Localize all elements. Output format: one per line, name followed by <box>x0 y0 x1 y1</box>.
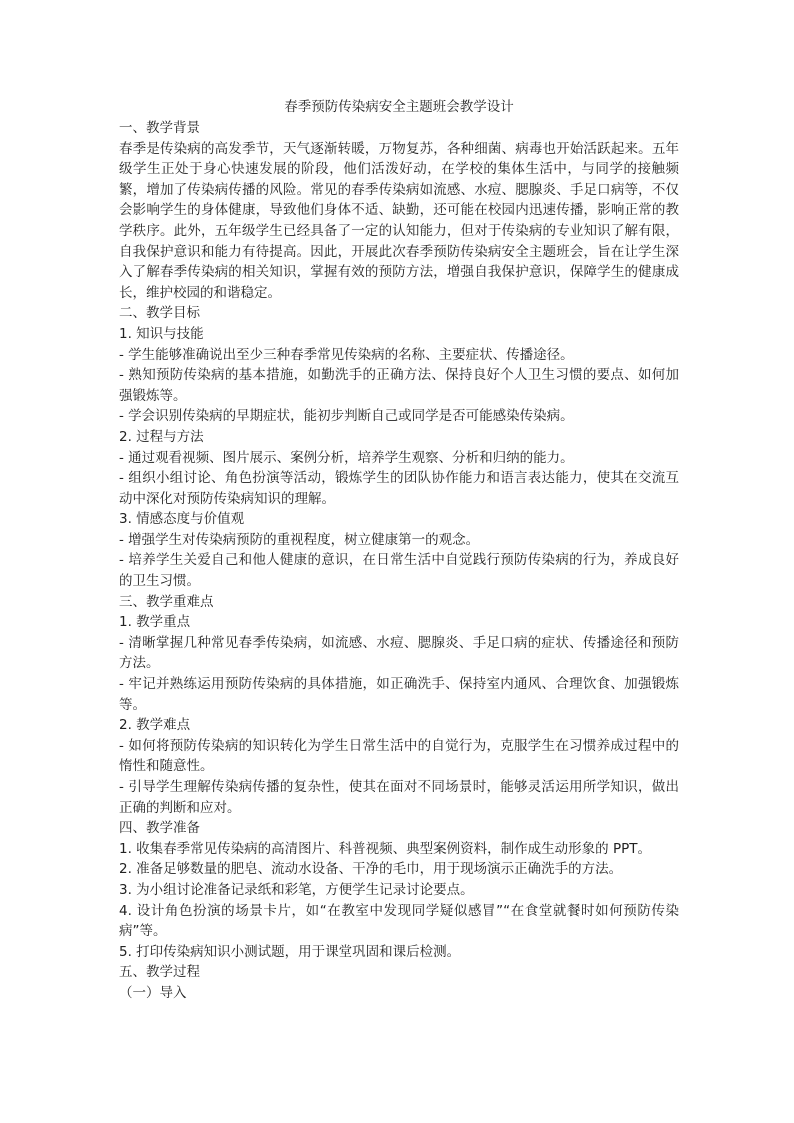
list-item: 1. 收集春季常见传染病的高清图片、科普视频、典型案例资料，制作成生动形象的 PPT。 <box>119 840 651 857</box>
list-item: 2. 准备足够数量的肥皂、流动水设备、干净的毛巾，用于现场演示正确洗手的方法。 <box>119 861 623 878</box>
list-item: 5. 打印传染病知识小测试题，用于课堂巩固和课后检测。 <box>119 943 461 960</box>
list-item: - 熟知预防传染病的基本措施，如勤洗手的正确方法、保持良好个人卫生习惯的要点、如何加强锻炼等。 <box>119 367 679 404</box>
list-item: - 培养学生关爱自己和他人健康的意识，在日常生活中自觉践行预防传染病的行为，养成良好的卫生习惯。 <box>119 552 679 590</box>
section-heading-key-points: 三、教学重难点 <box>119 593 214 610</box>
section-heading-preparation: 四、教学准备 <box>119 820 200 837</box>
document-title: 春季预防传染病安全主题班会教学设计 <box>284 99 514 115</box>
document-page <box>119 97 679 1004</box>
list-item: - 学生能够准确说出至少三种春季常见传染病的名称、主要症状、传播途径。 <box>119 346 574 363</box>
subheading-knowledge-skills: 1. 知识与技能 <box>119 325 204 342</box>
section-heading-process: 五、教学过程 <box>119 964 200 981</box>
subheading-introduction: （一）导入 <box>119 984 187 1001</box>
section-heading-objectives: 二、教学目标 <box>119 305 200 322</box>
list-item: - 通过观看视频、图片展示、案例分析，培养学生观察、分析和归纳的能力。 <box>119 449 574 466</box>
list-item: 3. 为小组讨论准备记录纸和彩笔，方便学生记录讨论要点。 <box>119 881 474 898</box>
paragraph-background: 春季是传染病的高发季节，天气逐渐转暖，万物复苏，各种细菌、病毒也开始活跃起来。五年级学生正处于身心快速发展的阶段，他们活泼好动，在学校的集体生活中，与同学的接触频繁，增加了传染病传播的风险。常见的春季传染病如流感、水痘、腮腺炎、手足口病等，不仅会影响学生的身体健康，导致他们身体不适、缺勤，还可能在校园内迅速传播，影响正常的教学秩序。此外，五年级学生已经具备了一定的认知能力，但对于传染病的专业知识了解有限，自我保护意识和能力有待提高。因此，开展此次春季预防传染病安全主题班会，旨在让学生深入了解春季传染病的相关知识，掌握有效的预防方法，增强自我保护意识，保障学生的健康成长，维护校园的和谐稳定。 <box>119 140 679 301</box>
list-item: - 组织小组讨论、角色扮演等活动，锻炼学生的团队协作能力和语言表达能力，使其在交流互动中深化对预防传染病知识的理解。 <box>119 470 679 507</box>
subheading-key-focus: 1. 教学重点 <box>119 614 191 631</box>
list-item: - 牢记并熟练运用预防传染病的具体措施，如正确洗手、保持室内通风、合理饮食、加强锻炼等。 <box>119 676 679 713</box>
list-item: - 清晰掌握几种常见春季传染病，如流感、水痘、腮腺炎、手足口病的症状、传播途径和预防方法。 <box>119 634 679 672</box>
list-item: - 增强学生对传染病预防的重视程度，树立健康第一的观念。 <box>119 531 480 548</box>
list-item: - 学会识别传染病的早期症状，能初步判断自己或同学是否可能感染传染病。 <box>119 408 574 425</box>
list-item: 4. 设计角色扮演的场景卡片，如“在教室中发现同学疑似感冒”“在食堂就餐时如何预防传染病”等。 <box>119 902 679 940</box>
subheading-difficulties: 2. 教学难点 <box>119 717 191 734</box>
list-item: - 如何将预防传染病的知识转化为学生日常生活中的自觉行为，克服学生在习惯养成过程中的惰性和随意性。 <box>119 737 679 775</box>
subheading-process-methods: 2. 过程与方法 <box>119 428 204 445</box>
section-heading-background: 一、教学背景 <box>119 120 200 136</box>
subheading-attitude-values: 3. 情感态度与价值观 <box>119 511 245 528</box>
list-item: - 引导学生理解传染病传播的复杂性，使其在面对不同场景时，能够灵活运用所学知识，做出正确的判断和应对。 <box>119 779 679 816</box>
